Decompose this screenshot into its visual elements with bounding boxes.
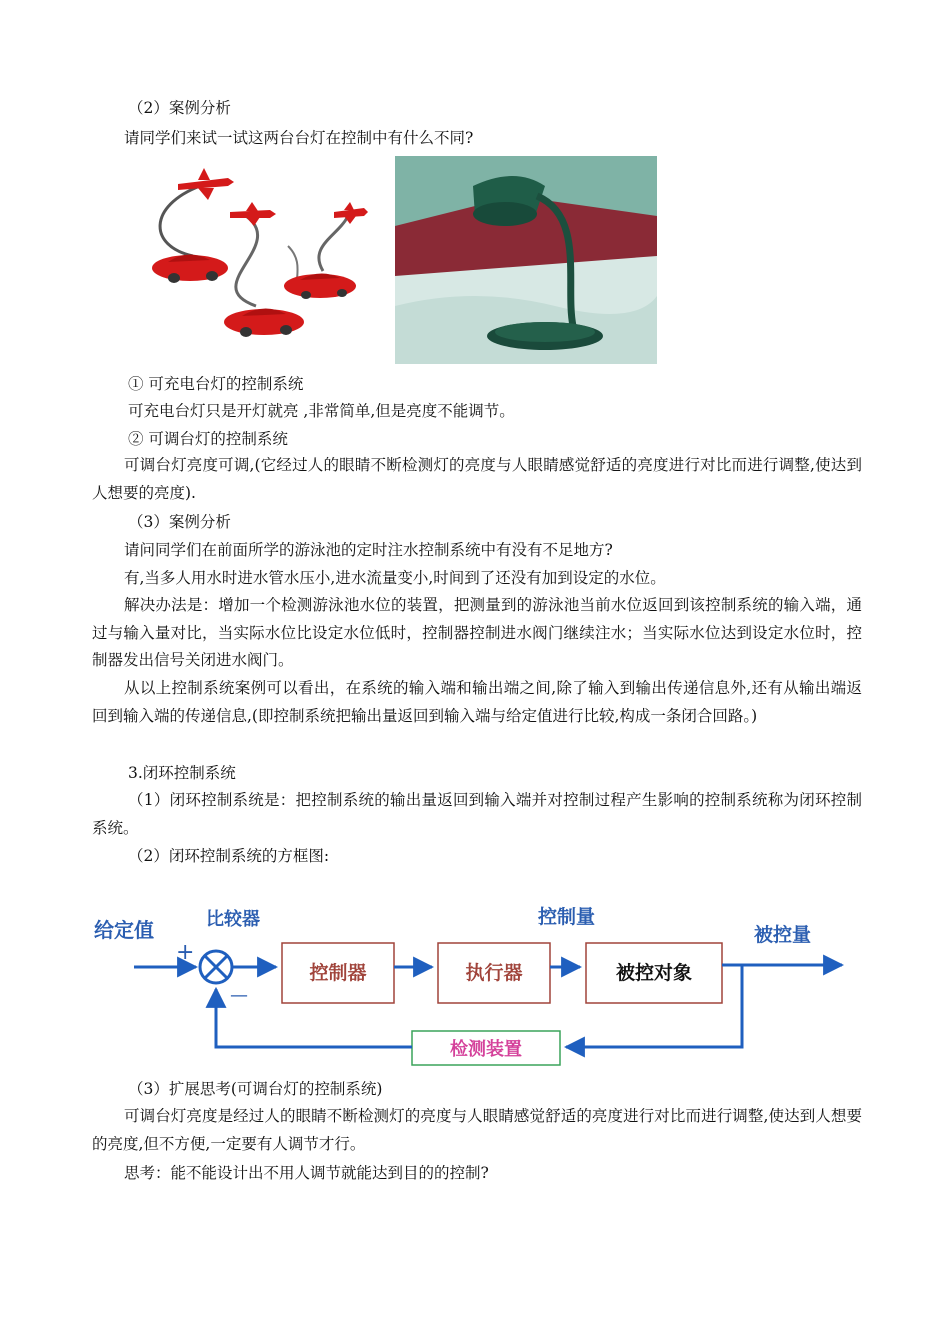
extension-heading: （3）扩展思考(可调台灯的控制系统) — [128, 1080, 383, 1098]
plant-label: 被控对象 — [615, 962, 693, 984]
controlled-variable-label: 被控量 — [754, 924, 812, 946]
item1-title: ① 可充电台灯的控制系统 — [128, 375, 304, 393]
rechargeable-lamps-photo — [138, 156, 390, 364]
section-3-answer: 有,当多人用水时进水管水压小,进水流量变小,时间到了还没有加到设定的水位。 — [124, 569, 666, 587]
closed-loop-heading: 3.闭环控制系统 — [128, 764, 236, 782]
item2-title: ② 可调台灯的控制系统 — [128, 430, 288, 448]
comparator-label: 比较器 — [206, 909, 260, 930]
think-text: 思考：能不能设计出不用人调节就能达到目的的控制? — [124, 1164, 489, 1182]
control-variable-label: 控制量 — [538, 906, 596, 928]
extension-text: 可调台灯亮度是经过人的眼睛不断检测灯的亮度与人眼睛感觉舒适的亮度进行对比而进行调整,使达到人想要的亮度,但不方便,一定要有人调节才行。 — [92, 1107, 862, 1153]
adjustable-lamp-photo — [395, 156, 657, 364]
item2-text: 可调台灯亮度可调,(它经过人的眼睛不断检测灯的亮度与人眼睛感觉舒适的亮度进行对比而进行调整,使达到人想要的亮度). — [92, 456, 862, 502]
comparator-symbol — [200, 951, 232, 983]
section-3-heading: （3）案例分析 — [128, 513, 231, 531]
setpoint-label: 给定值 — [94, 918, 154, 942]
section-2-heading: （2）案例分析 — [128, 99, 231, 117]
sensor-label: 检测装置 — [450, 1039, 522, 1060]
section-2-question: 请同学们来试一试这两台台灯在控制中有什么不同? — [124, 129, 474, 147]
block-diagram-heading: （2）闭环控制系统的方框图: — [128, 847, 330, 865]
minus-sign: — — [230, 985, 248, 1006]
closed-loop-block-diagram — [90, 895, 860, 1070]
conclusion-text: 从以上控制系统案例可以看出，在系统的输入端和输出端之间,除了输入到输出传递信息外,还有从输出端返回到输入端的传递信息,(即控制系统把输出量返回到输入端与给定值进行比较,构成一条闭合回路。) — [92, 679, 862, 725]
actuator-label: 执行器 — [465, 962, 523, 984]
solution-text: 解决办法是：增加一个检测游泳池水位的装置，把测量到的游泳池当前水位返回到该控制系统的输入端，通过与输入量对比，当实际水位比设定水位低时，控制器控制进水阀门继续注水；当实际水位达到设定水位时，控制器发出信号关闭进水阀门。 — [92, 596, 862, 669]
plus-sign: + — [176, 940, 195, 965]
section-3-question: 请问同学们在前面所学的游泳池的定时注水控制系统中有没有不足地方? — [124, 541, 613, 559]
item1-text: 可充电台灯只是开灯就亮 ,非常简单,但是亮度不能调节。 — [128, 402, 515, 420]
controller-label: 控制器 — [309, 962, 367, 984]
closed-loop-definition: （1）闭环控制系统是：把控制系统的输出量返回到输入端并对控制过程产生影响的控制系统称为闭环控制系统。 — [92, 791, 862, 837]
